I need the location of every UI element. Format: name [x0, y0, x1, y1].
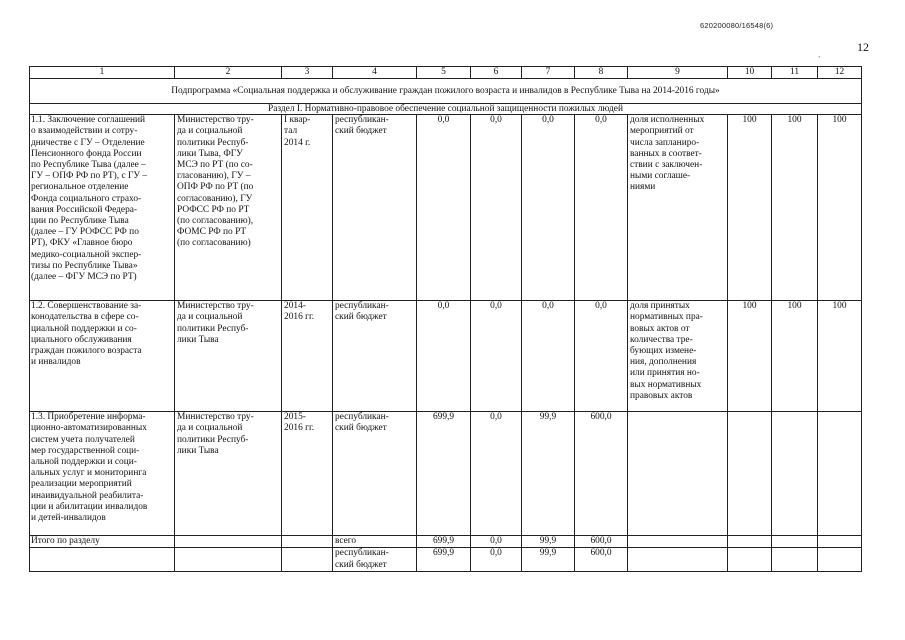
source-cell: республикан- ский бюджет: [333, 548, 417, 571]
source-cell: республикан- ский бюджет: [333, 412, 417, 536]
column-number-row: [30, 67, 862, 79]
column-number: 4: [333, 67, 417, 79]
table-row: [30, 412, 862, 536]
executor-cell: Министерство тру- да и социальной политики Респуб- лики Тыва, ФГУ МСЭ по РТ (по со- гласованию), ГУ – ОПФ РФ по РТ (по согласованию), ГУ РОФСС РФ по РТ (по согласованию), ФОМС РФ по РТ (по согласованию): [175, 115, 282, 301]
amount-total-cell: 699,9: [417, 412, 471, 536]
amount-2015-cell: 99,9: [522, 548, 575, 571]
amount-2014-cell: 0,0: [471, 301, 522, 412]
amount-total-cell: 0,0: [417, 115, 471, 301]
amount-total-cell: 699,9: [417, 536, 471, 548]
table-row: [30, 301, 862, 412]
column-number: 5: [417, 67, 471, 79]
amount-2016-cell: 0,0: [575, 115, 628, 301]
subprogram-title: Подпрограмма «Социальная поддержка и обслуживание граждан пожилого возраста и инвалидов в Республике Тыва на 2014-2016 годы»: [30, 79, 862, 104]
measure-cell: 1.3. Приобретение информа- ционно-автоматизированных систем учета получателей мер государственной соци- альной поддержки и соци- альных услуг и мониторинга реализации мероприятий инаивидуальной реабилита- ции и абилитации инвалидов и детей-инвалидов: [30, 412, 175, 536]
document-id: 620200080/16548(6): [700, 21, 774, 30]
source-cell: всего: [333, 536, 417, 548]
deadline-cell: 2015- 2016 гг.: [282, 412, 333, 536]
total-label: Итого по разделу: [30, 536, 175, 548]
amount-2014-cell: 0,0: [471, 412, 522, 536]
source-cell: республикан- ский бюджет: [333, 301, 417, 412]
executor-cell: Министерство тру- да и социальной политики Респуб- лики Тыва: [175, 301, 282, 412]
program-table: [29, 66, 862, 572]
amount-2015-cell: 99,9: [522, 412, 575, 536]
indicator-2016-cell: 100: [818, 301, 862, 412]
column-number: 11: [772, 67, 818, 79]
indicator-2015-cell: [772, 412, 818, 536]
amount-2016-cell: 600,0: [575, 536, 628, 548]
column-number: 12: [818, 67, 862, 79]
column-number: 9: [628, 67, 728, 79]
column-number: 8: [575, 67, 628, 79]
indicator-2016-cell: 100: [818, 115, 862, 301]
column-number: 6: [471, 67, 522, 79]
indicator-cell: доля принятых нормативных пра- вовых актов от количества тре- бующих измене- ния, дополнения или принятия но- вых нормативных правовых актов: [628, 301, 728, 412]
indicator-2015-cell: 100: [772, 115, 818, 301]
indicator-cell: доля исполненных мероприятий от числа запланиро- ванных в соответ- ствии с заключен- ными соглаше- ниями: [628, 115, 728, 301]
section-row: [30, 104, 862, 115]
amount-2015-cell: 0,0: [522, 115, 575, 301]
indicator-2014-cell: [728, 412, 772, 536]
amount-2014-cell: 0,0: [471, 548, 522, 571]
indicator-cell: [628, 412, 728, 536]
measure-cell: 1.2. Совершенствование за- конодательства в сфере со- циальной поддержки и со- циального обслуживания граждан пожилого возраста и инвалидов: [30, 301, 175, 412]
column-number: 7: [522, 67, 575, 79]
measure-cell: 1.1. Заключение соглашений о взаимодействии и сотру- дничестве с ГУ – Отделение Пенсионного фонда России по Республике Тыва (далее – ГУ – ОПФ РФ по РТ), с ГУ – региональное отделение Фонда социального страхо- вания Российской Федера- ции по Республике Тыва (далее – ГУ РОФСС РФ по РТ), ФКУ «Главное бюро медико-социальной экспер- тизы по Республике Тыва» (далее – ФГУ МСЭ по РТ): [30, 115, 175, 301]
deadline-cell: I квар- тал 2014 г.: [282, 115, 333, 301]
indicator-2014-cell: 100: [728, 115, 772, 301]
amount-2015-cell: 0,0: [522, 301, 575, 412]
amount-total-cell: 0,0: [417, 301, 471, 412]
column-number: 2: [175, 67, 282, 79]
page-number: 12: [857, 40, 869, 54]
column-number: 3: [282, 67, 333, 79]
indicator-2015-cell: 100: [772, 301, 818, 412]
amount-2015-cell: 99,9: [522, 536, 575, 548]
source-cell: республикан- ский бюджет: [333, 115, 417, 301]
indicator-2016-cell: [818, 412, 862, 536]
section-title: Раздел I. Нормативно-правовое обеспечение социальной защищенности пожилых людей: [30, 104, 862, 115]
table-row: [30, 115, 862, 301]
column-number: 10: [728, 67, 772, 79]
executor-cell: Министерство тру- да и социальной политики Респуб- лики Тыва: [175, 412, 282, 536]
amount-2014-cell: 0,0: [471, 115, 522, 301]
total-row: [30, 548, 862, 571]
column-number: 1: [30, 67, 175, 79]
amount-2016-cell: 600,0: [575, 412, 628, 536]
corner-mark: ˋ: [818, 55, 821, 64]
amount-2016-cell: 600,0: [575, 548, 628, 571]
indicator-2014-cell: 100: [728, 301, 772, 412]
subprogram-row: [30, 79, 862, 104]
total-row: [30, 536, 862, 548]
amount-2014-cell: 0,0: [471, 536, 522, 548]
deadline-cell: 2014- 2016 гг.: [282, 301, 333, 412]
amount-total-cell: 699,9: [417, 548, 471, 571]
amount-2016-cell: 0,0: [575, 301, 628, 412]
